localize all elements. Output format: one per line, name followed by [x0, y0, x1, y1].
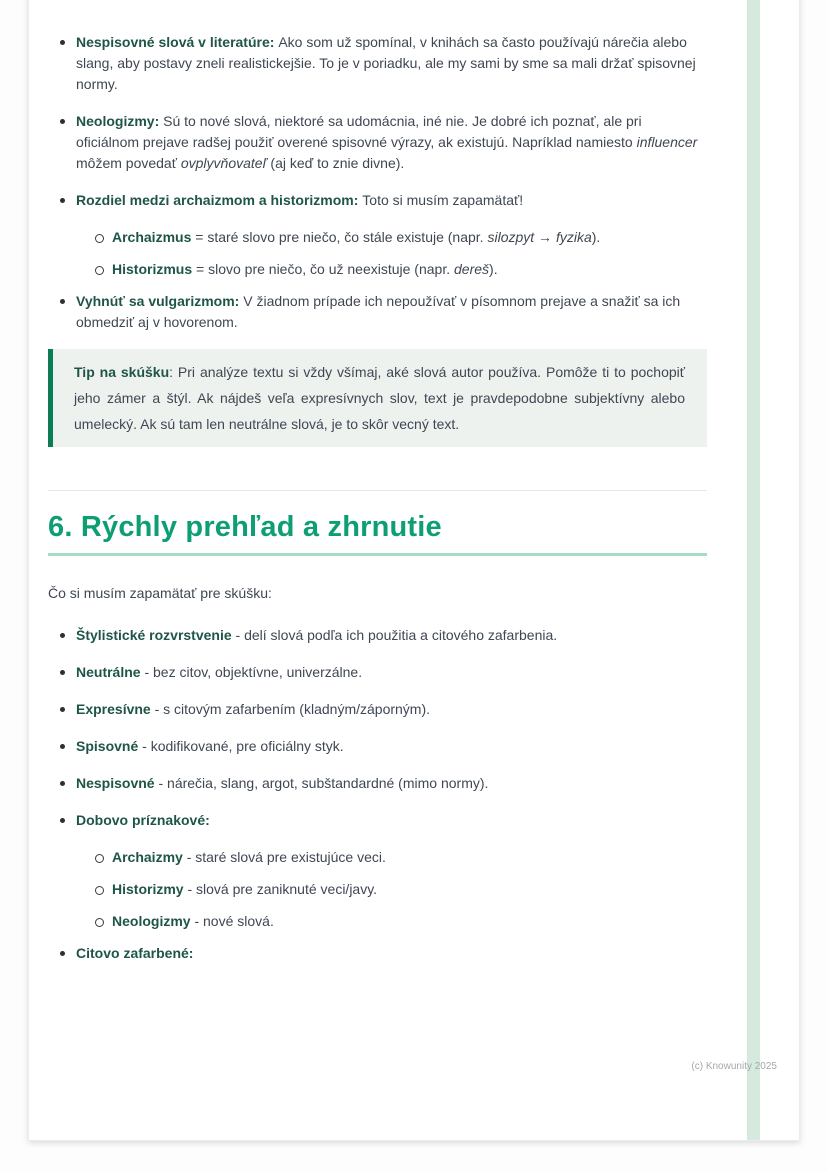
text-segment: = slovo pre niečo, čo už neexistuje (napr.	[192, 261, 454, 277]
list-item	[48, 810, 707, 831]
bullet-disc-icon	[58, 699, 76, 720]
text-segment: Historizmy	[112, 881, 184, 897]
text-segment: Neutrálne	[76, 664, 141, 680]
text-segment: (aj keď to znie divne).	[266, 155, 405, 171]
bullet-circle-icon	[94, 259, 112, 280]
list-item-text	[76, 662, 707, 683]
text-segment: = staré slovo pre niečo, čo stále existuje (napr.	[191, 229, 488, 245]
text-segment: - kodifikované, pre oficiálny styk.	[138, 738, 344, 754]
text-segment: ovplyvňovateľ	[180, 155, 267, 171]
text-segment: silozpyt	[487, 229, 535, 245]
summary-bullet-list	[48, 625, 707, 964]
decorative-side-stripe	[747, 0, 760, 1140]
bullet-disc-icon	[58, 736, 76, 757]
bullet-disc-icon	[58, 32, 76, 95]
list-item	[48, 943, 707, 964]
list-item	[48, 291, 707, 333]
footer-copyright: (c) Knowunity 2025	[691, 1061, 777, 1072]
tip-box	[48, 349, 707, 447]
list-item-text	[76, 111, 707, 174]
text-segment: Neologizmy	[112, 913, 191, 929]
text-segment: - bez citov, objektívne, univerzálne.	[140, 664, 363, 680]
text-segment: Štylistické rozvrstvenie	[76, 627, 232, 643]
bullet-disc-icon	[58, 291, 76, 333]
list-item-text	[76, 190, 707, 211]
text-segment: fyzika	[555, 229, 592, 245]
bullet-disc-icon	[58, 943, 76, 964]
heading-underline	[48, 553, 707, 556]
list-item	[48, 662, 707, 683]
bullet-circle-icon	[94, 227, 112, 248]
list-item-text	[112, 879, 707, 900]
list-item-text	[76, 773, 707, 794]
text-segment: Tip na skúšku	[74, 364, 170, 380]
list-item	[48, 190, 707, 211]
text-segment: Historizmus	[112, 261, 193, 277]
text-segment: Spisovné	[76, 738, 139, 754]
tip-text	[74, 359, 685, 437]
list-item	[48, 879, 707, 900]
text-segment: Ako som už spomínal, v knihách sa často používajú nárečia alebo slang, aby postavy zneli realistickejšie. To je v poriadku, ale my sami by sme sa mali držať spisovnej normy.	[76, 34, 696, 92]
text-segment: - nárečia, slang, argot, subštandardné (mimo normy).	[154, 775, 489, 791]
text-segment: →	[534, 229, 556, 245]
text-segment: Archaizmus	[112, 229, 192, 245]
list-item-text	[76, 736, 707, 757]
list-item-text	[76, 625, 707, 646]
text-segment: Toto si musím zapamätať!	[362, 192, 524, 208]
text-segment: influencer	[636, 134, 698, 150]
text-segment: Expresívne	[76, 701, 151, 717]
list-item	[48, 699, 707, 720]
text-segment: : Pri analýze textu si vždy všímaj, aké slová autor používa. Pomôže ti to pochopiť jeho zámer a štýl. Ak nájdeš veľa expresívnych slov, text je pravdepodobne subjektívny alebo umelecký. Ak sú tam len neutrálne slová, je to skôr vecný text.	[74, 364, 686, 432]
text-segment: Dobovo príznakové:	[76, 812, 210, 828]
list-item-text	[112, 847, 707, 868]
text-segment: dereš	[454, 261, 490, 277]
list-item-text	[76, 32, 707, 95]
text-segment: Nespisovné	[76, 775, 155, 791]
bullet-circle-icon	[94, 911, 112, 932]
text-segment: - staré slová pre existujúce veci.	[182, 849, 386, 865]
text-segment: - nové slová.	[190, 913, 274, 929]
list-item-text	[112, 227, 707, 248]
text-segment: Vyhnúť sa vulgarizmom:	[76, 293, 244, 309]
page-sheet	[28, 0, 800, 1141]
notes-bullet-list	[48, 32, 707, 333]
bullet-circle-icon	[94, 879, 112, 900]
text-segment: Archaizmy	[112, 849, 183, 865]
text-segment: ).	[489, 261, 498, 277]
text-segment: Neologizmy:	[76, 113, 164, 129]
text-segment: ).	[591, 229, 601, 245]
list-item	[48, 736, 707, 757]
bullet-disc-icon	[58, 190, 76, 211]
text-segment: Rozdiel medzi archaizmom a historizmom:	[76, 192, 363, 208]
list-item-text	[76, 943, 707, 964]
section-heading: 6. Rýchly prehľad a zhrnutie	[48, 511, 442, 543]
text-segment: V žiadnom prípade ich nepoužívať v písomnom prejave a snažiť sa ich obmedziť aj v hovorenom.	[76, 293, 681, 330]
text-segment: - delí slová podľa ich použitia a citového zafarbenia.	[231, 627, 558, 643]
list-item	[48, 847, 707, 868]
list-item-text	[76, 810, 707, 831]
text-segment: Citovo zafarbené:	[76, 945, 194, 961]
list-item-text	[112, 911, 707, 932]
list-item-text	[112, 259, 707, 280]
list-item-text	[76, 291, 707, 333]
bullet-disc-icon	[58, 810, 76, 831]
section-divider	[48, 490, 707, 491]
text-segment: môžem povedať	[76, 155, 181, 171]
list-item	[48, 773, 707, 794]
bullet-disc-icon	[58, 625, 76, 646]
text-segment: Nespisovné slová v literatúre:	[76, 34, 279, 50]
bullet-disc-icon	[58, 773, 76, 794]
list-item	[48, 111, 707, 174]
bullet-circle-icon	[94, 847, 112, 868]
list-item	[48, 259, 707, 280]
page-content	[48, 32, 707, 980]
list-item	[48, 625, 707, 646]
text-segment: - slová pre zaniknuté veci/javy.	[183, 881, 378, 897]
bullet-disc-icon	[58, 111, 76, 174]
bullet-disc-icon	[58, 662, 76, 683]
list-item	[48, 32, 707, 95]
text-segment: - s citovým zafarbením (kladným/záporným).	[150, 701, 431, 717]
list-item	[48, 227, 707, 248]
list-item	[48, 911, 707, 932]
intro-paragraph: Čo si musím zapamätať pre skúšku:	[48, 585, 272, 601]
text-segment: Sú to nové slová, niektoré sa udomácnia, iné nie. Je dobré ich poznať, ale pri oficiálnom prejave radšej použiť overené spisovné výrazy, ak existujú. Napríklad namiesto	[76, 113, 642, 150]
list-item-text	[76, 699, 707, 720]
